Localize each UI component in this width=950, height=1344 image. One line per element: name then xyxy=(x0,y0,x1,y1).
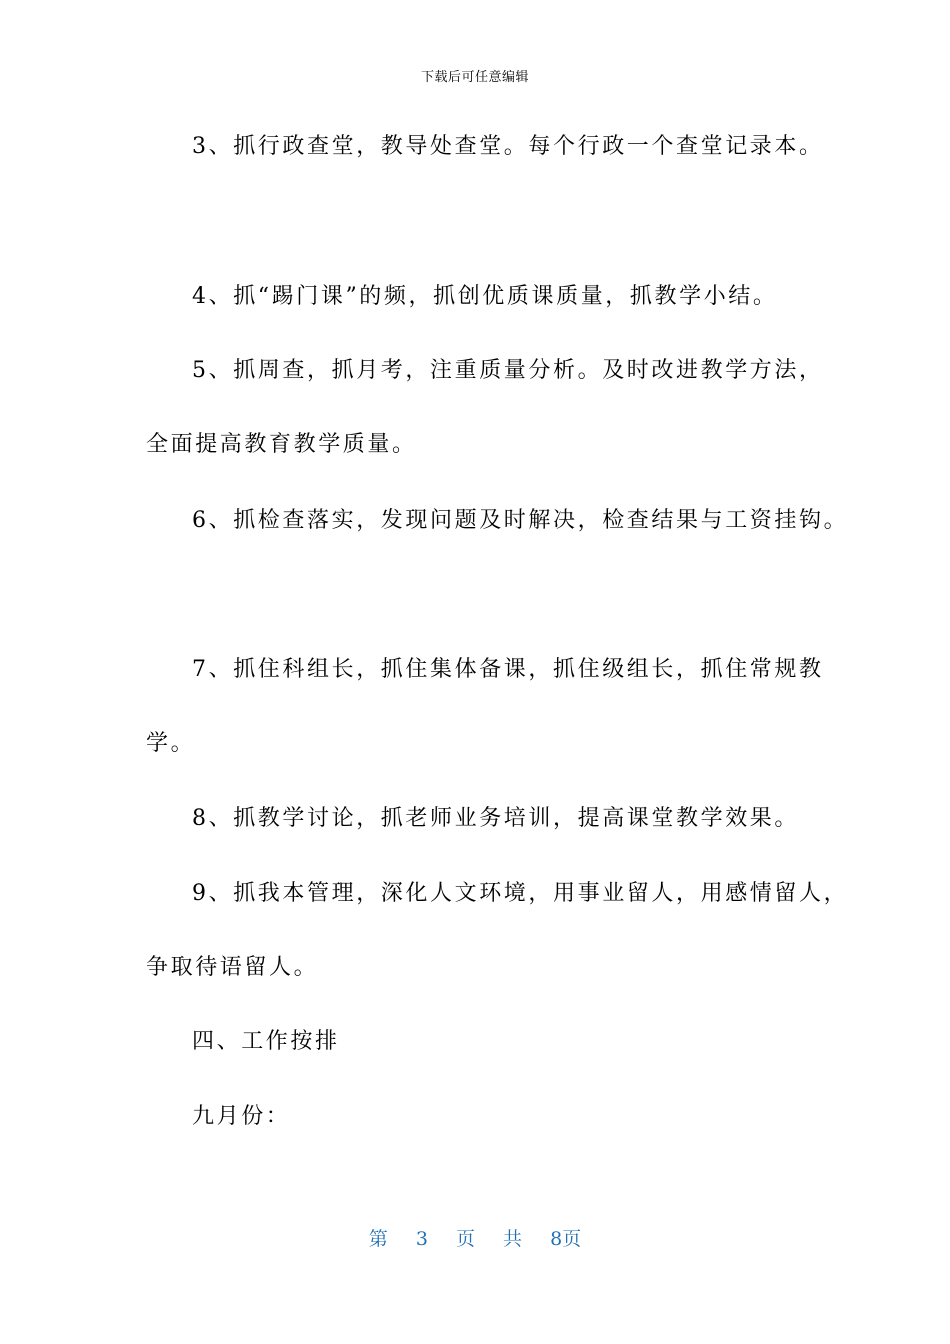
total-pages: 8页 xyxy=(550,1228,582,1250)
paragraph-line: 7、抓住科组长，抓住集体备课，抓住级组长，抓住常规教 xyxy=(192,657,824,682)
download-note: 下载后可任意编辑 xyxy=(420,70,529,85)
total-label: 共 xyxy=(503,1228,523,1250)
paragraph-line: 学。 xyxy=(146,731,196,756)
page-footer xyxy=(0,1224,950,1251)
paragraph-line: 3、抓行政查堂，教导处查堂。每个行政一个查堂记录本。 xyxy=(192,134,824,159)
paragraph-line: 5、抓周查，抓月考，注重质量分析。及时改进教学方法， xyxy=(192,358,824,383)
current-page-number: 3 xyxy=(415,1228,428,1250)
page-unit-label: 页 xyxy=(455,1228,475,1250)
paragraph-line: 8、抓教学讨论，抓老师业务培训，提高课堂教学效果。 xyxy=(192,806,799,831)
paragraph-line: 9、抓我本管理，深化人文环境，用事业留人，用感情留人， xyxy=(192,881,849,906)
page-label: 第 xyxy=(368,1228,388,1250)
paragraph-line: 争取待语留人。 xyxy=(146,955,319,980)
section-heading: 四、工作按排 xyxy=(192,1029,340,1054)
paragraph-line: 4、抓“踢门课”的频，抓创优质课质量，抓教学小结。 xyxy=(192,284,778,309)
paragraph-line: 6、抓检查落实，发现问题及时解决，检查结果与工资挂钩。 xyxy=(192,508,849,533)
subsection-heading: 九月份： xyxy=(192,1104,291,1129)
paragraph-line: 全面提高教育教学质量。 xyxy=(146,432,417,457)
